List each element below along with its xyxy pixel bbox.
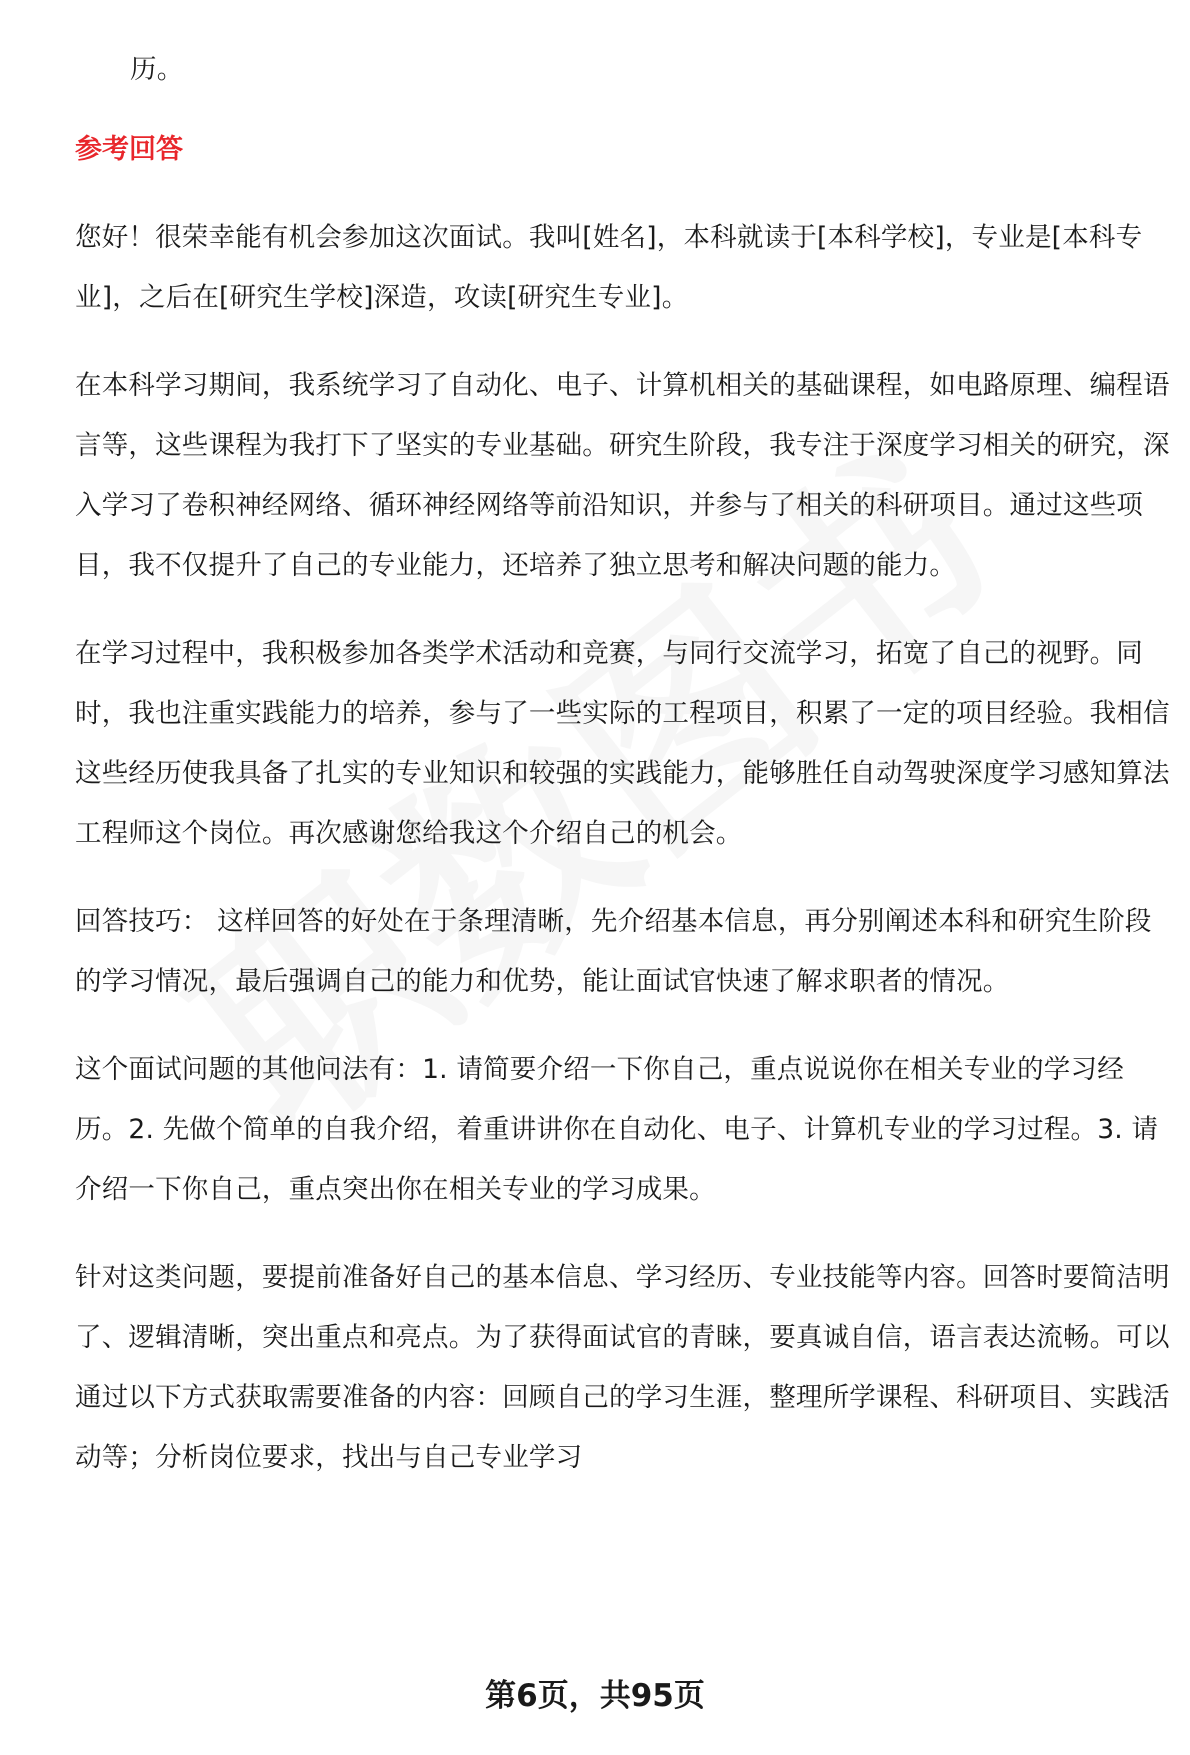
answer-paragraph-1: 您好！很荣幸能有机会参加这次面试。我叫[姓名]，本科就读于[本科学校]，专业是[本科专业]，之后在[研究生学校]深造，攻读[研究生专业]。 [75,222,1143,313]
section-heading: 参考回答 [75,134,183,165]
page-content [75,40,1175,1488]
page-number: 第6页，共95页 [485,1678,705,1714]
alternate-questions-paragraph: 这个面试问题的其他问法有：1. 请简要介绍一下你自己，重点说说你在相关专业的学习经历。2. 先做个简单的自我介绍，着重讲讲你在自动化、电子、计算机专业的学习过程。3. 请介绍一下你自己，重点突出你在相关专业的学习成果。 [75,1054,1159,1205]
answer-paragraph-3: 在学习过程中，我积极参加各类学术活动和竞赛，与同行交流学习，拓宽了自己的视野。同时，我也注重实践能力的培养，参与了一些实际的工程项目，积累了一定的项目经验。我相信这些经历使我具备了扎实的专业知识和较强的实践能力，能够胜任自动驾驶深度学习感知算法工程师这个岗位。再次感谢您给我这个介绍自己的机会。 [75,638,1170,849]
continued-text: 历。 [130,54,184,85]
preparation-paragraph: 针对这类问题，要提前准备好自己的基本信息、学习经历、专业技能等内容。回答时要简洁明了、逻辑清晰，突出重点和亮点。为了获得面试官的青睐，要真诚自信，语言表达流畅。可以通过以下方式获取需要准备的内容：回顾自己的学习生涯，整理所学课程、科研项目、实践活动等；分析岗位要求，找出与自己专业学习 [75,1262,1170,1473]
tips-paragraph: 回答技巧： 这样回答的好处在于条理清晰，先介绍基本信息，再分别阐述本科和研究生阶段的学习情况，最后强调自己的能力和优势，能让面试官快速了解求职者的情况。 [75,906,1152,997]
answer-paragraph-2: 在本科学习期间，我系统学习了自动化、电子、计算机相关的基础课程，如电路原理、编程语言等，这些课程为我打下了坚实的专业基础。研究生阶段，我专注于深度学习相关的研究，深入学习了卷积神经网络、循环神经网络等前沿知识，并参与了相关的科研项目。通过这些项目，我不仅提升了自己的专业能力，还培养了独立思考和解决问题的能力。 [75,370,1170,581]
